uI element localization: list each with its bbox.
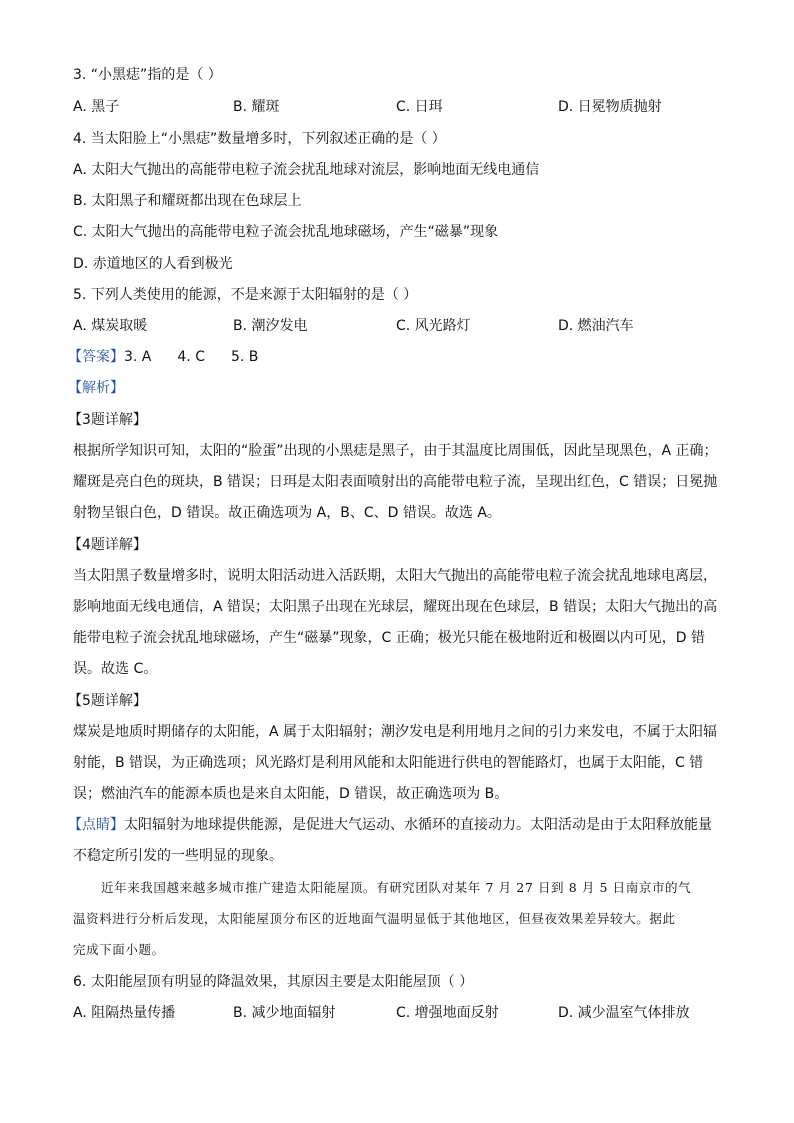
question-5-stem: 5. 下列人类使用的能源，不是来源于太阳辐射的是（ ）: [73, 287, 418, 303]
answer-row: [68, 347, 258, 367]
detail-4-line-3: 能带电粒子流会扰乱地球磁场，产生“磁暴”现象，C 正确；极光只能在极地附近和极圈以内可见，D 错: [73, 630, 705, 646]
detail-3-line-2: 耀斑是亮白色的斑块，B 错误；日珥是太阳表面喷射出的高能带电粒子流，呈现出红色，C 错误；日冕抛: [73, 474, 718, 490]
detail-4-line-4: 误。故选 C。: [73, 661, 158, 677]
tip-line-2: 不稳定所引发的一些明显的现象。: [73, 848, 283, 864]
tip-row: [68, 815, 712, 835]
question-4-stem: 4. 当太阳脸上“小黑痣”数量增多时，下列叙述正确的是（ ）: [73, 131, 446, 147]
detail-5-line-3: 误；燃油汽车的能源本质也是来自太阳能，D 错误，故正确选项为 B。: [73, 786, 509, 802]
question-3-option-c: C. 日珥: [396, 99, 443, 115]
question-6-option-d: D. 减少温室气体排放: [558, 1005, 690, 1021]
question-5-option-b: B. 潮汐发电: [233, 318, 308, 334]
analysis-label: 【解析】: [68, 380, 124, 396]
question-4-option-b: B. 太阳黑子和耀斑都出现在色球层上: [73, 193, 302, 209]
detail-4-line-1: 当太阳黑子数量增多时，说明太阳活动进入活跃期，太阳大气抛出的高能带电粒子流会扰乱地球电离层，: [73, 568, 717, 584]
detail-3-line-3: 射物呈银白色，D 错误。故正确选项为 A，B、C、D 错误。故选 A。: [73, 505, 501, 521]
question-6-option-c: C. 增强地面反射: [396, 1005, 499, 1021]
answer-item-5: 5. B: [230, 349, 259, 365]
answer-label: 【答案】: [68, 349, 124, 365]
detail-5-line-2: 射能，B 错误，为正确选项；风光路灯是利用风能和太阳能进行供电的智能路灯，也属于太阳能，C 错: [73, 755, 704, 771]
question-3-option-a: A. 黑子: [73, 99, 120, 115]
question-5-option-a: A. 煤炭取暖: [73, 318, 148, 334]
detail-5-title: 【5题详解】: [68, 693, 147, 709]
passage-line-2: 温资料进行分析后发现，太阳能屋顶分布区的近地面气温明显低于其他地区，但昼夜效果差异较大。据此: [73, 911, 676, 926]
passage-line-3: 完成下面小题。: [73, 942, 165, 957]
question-4-option-a: A. 太阳大气抛出的高能带电粒子流会扰乱地球对流层，影响地面无线电通信: [73, 162, 540, 178]
detail-3-title: 【3题详解】: [68, 412, 147, 428]
detail-4-title: 【4题详解】: [68, 537, 147, 553]
question-3-option-b: B. 耀斑: [233, 99, 280, 115]
passage-line-1: 近年来我国越来越多城市推广建造太阳能屋顶。有研究团队对某年 7 月 27 日到 8 月 5 日南京市的气: [101, 880, 692, 895]
question-3-stem: 3. “小黑痣”指的是（ ）: [73, 67, 222, 83]
tip-label: 【点睛】: [68, 817, 124, 833]
question-6-option-b: B. 减少地面辐射: [233, 1005, 336, 1021]
tip-line-1: 太阳辐射为地球提供能源，是促进大气运动、水循环的直接动力。太阳活动是由于太阳释放能量: [124, 817, 712, 833]
question-4-option-d: D. 赤道地区的人看到极光: [73, 256, 233, 272]
detail-3-line-1: 根据所学知识可知，太阳的“脸蛋”出现的小黑痣是黑子，由于其温度比周围低，因此呈现黑色，A 正确；: [73, 443, 718, 459]
question-5-option-d: D. 燃油汽车: [558, 318, 634, 334]
question-5-option-c: C. 风光路灯: [396, 318, 471, 334]
detail-4-line-2: 影响地面无线电通信，A 错误；太阳黑子出现在光球层，耀斑出现在色球层，B 错误；太阳大气抛出的高: [73, 599, 718, 615]
question-3-option-d: D. 日冕物质抛射: [558, 99, 662, 115]
question-6-option-a: A. 阻隔热量传播: [73, 1005, 176, 1021]
answer-item-4: 4. C: [177, 349, 205, 365]
question-6-stem: 6. 太阳能屋顶有明显的降温效果，其原因主要是太阳能屋顶（ ）: [73, 974, 474, 990]
detail-5-line-1: 煤炭是地质时期储存的太阳能，A 属于太阳辐射；潮汐发电是利用地月之间的引力来发电，不属于太阳辐: [73, 724, 718, 740]
answer-item-3: 3. A: [124, 349, 152, 365]
question-4-option-c: C. 太阳大气抛出的高能带电粒子流会扰乱地球磁场，产生“磁暴”现象: [73, 224, 499, 240]
